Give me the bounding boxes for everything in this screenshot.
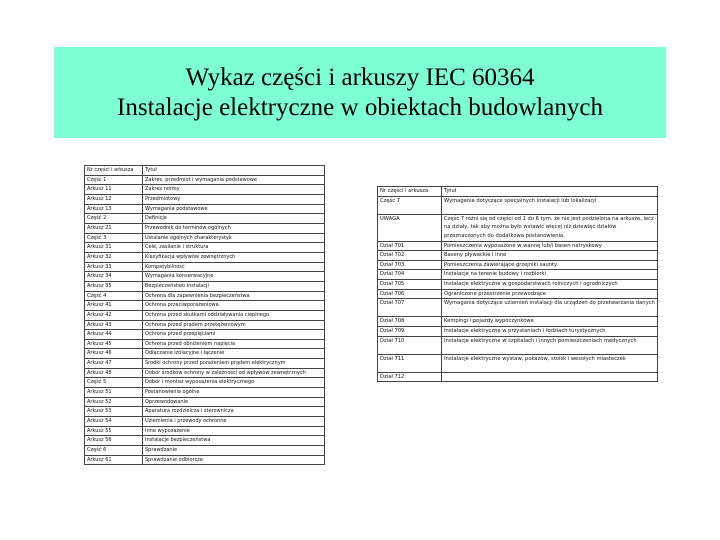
row-title-cell: Ochrona przed obniżeniem napięcia (143, 339, 325, 349)
row-number-cell: Dział 710 (378, 336, 442, 354)
table-row (378, 299, 658, 317)
row-title-cell: Ograniczone przestrzenie przewodzące (442, 289, 658, 299)
row-number-cell: Arkusz 48 (85, 368, 143, 378)
table-row (85, 281, 325, 291)
row-title-cell: Wymagania konserwacyjne (143, 272, 325, 282)
row-title-cell: Ochrona przed prądem przetężeniowym (143, 320, 325, 330)
table-row (85, 320, 325, 330)
table-row (85, 368, 325, 378)
row-title-cell: Przewodnik do terminów ogólnych (143, 223, 325, 233)
header-cell-number: Nr części i arkusza (378, 187, 442, 197)
table-row (378, 354, 658, 372)
row-number-cell: Arkusz 34 (85, 272, 143, 282)
table-row (85, 455, 325, 465)
row-number-cell: Arkusz 42 (85, 310, 143, 320)
table-row (85, 214, 325, 224)
row-title-cell: Oprzewodowanie (143, 397, 325, 407)
table-row (85, 291, 325, 301)
table-row (85, 446, 325, 456)
table-row (378, 241, 658, 251)
table-row (85, 349, 325, 359)
row-title-cell: Postanowienia ogólne (143, 388, 325, 398)
row-number-cell: Arkusz 11 (85, 185, 143, 195)
row-title-cell: Kompatybilność (143, 262, 325, 272)
table-row (85, 243, 325, 253)
row-number-cell: Dział 702 (378, 251, 442, 261)
row-title-cell: Ochrona przed przepięciami (143, 330, 325, 340)
row-number-cell: Arkusz 41 (85, 301, 143, 311)
row-title-cell: Instalacje elektryczne w szpitalach i innych pomieszczeniach medycznych (442, 336, 658, 354)
table-row (85, 233, 325, 243)
row-title-cell: Instalacje elektryczne w przystaniach i łodziach turystycznych (442, 326, 658, 336)
row-number-cell: Arkusz 32 (85, 252, 143, 262)
row-number-cell: Arkusz 43 (85, 320, 143, 330)
row-number-cell: Arkusz 45 (85, 339, 143, 349)
table-row (85, 426, 325, 436)
row-title-cell: Przedmiotowy (143, 194, 325, 204)
row-number-cell: Dział 712 (378, 372, 442, 382)
row-number-cell: Arkusz 33 (85, 262, 143, 272)
title-line-1: Wykaz części i arkuszy IEC 60364 (185, 63, 535, 91)
table-row (378, 279, 658, 289)
row-title-cell: Aparatura rozdzielcza i sterownicza (143, 407, 325, 417)
table-row (85, 194, 325, 204)
row-number-cell: Arkusz 51 (85, 388, 143, 398)
table-row (85, 223, 325, 233)
row-number-cell: Część 3 (85, 233, 143, 243)
row-title-cell: Pomieszczenia wyposażone w wannę lub/i basen natryskowy (442, 241, 658, 251)
row-number-cell: Arkusz 52 (85, 397, 143, 407)
left-scanned-table (84, 165, 324, 465)
table-row (85, 310, 325, 320)
table-row (85, 330, 325, 340)
row-number-cell: Arkusz 13 (85, 204, 143, 214)
table-row (85, 175, 325, 185)
row-number-cell: Dział 703 (378, 260, 442, 270)
table-row (378, 270, 658, 280)
row-title-cell: Dobór środków ochrony w zależności od wpływów zewnętrznych (143, 368, 325, 378)
table-row (85, 252, 325, 262)
parts-table (84, 165, 325, 465)
row-number-cell: Arkusz 61 (85, 455, 143, 465)
row-title-cell: Zakres normy (143, 185, 325, 195)
row-title-cell: Cele, zasilanie i struktura (143, 243, 325, 253)
row-number-cell: Część 7 (378, 196, 442, 214)
table-row (85, 436, 325, 446)
table-row (85, 378, 325, 388)
row-title-cell: Definicje (143, 214, 325, 224)
row-number-cell: Dział 709 (378, 326, 442, 336)
table-row (85, 204, 325, 214)
row-number-cell: Arkusz 55 (85, 426, 143, 436)
row-title-cell: Ochrona przed skutkami oddziaływania cieplnego (143, 310, 325, 320)
table-row (378, 317, 658, 327)
row-title-cell: Wymagania podstawowe (143, 204, 325, 214)
row-title-cell: Część 7 różni się od części od 1 do 6 tym, że nie jest podzielona na arkusze, lecz na działy, tak aby można było wstawić więcej niż dziewięć działów przeznaczonych do dodatkowa postanowienia. (442, 214, 658, 241)
row-title-cell: Sprawdzanie (143, 446, 325, 456)
row-title-cell: Baseny pływackie i inne (442, 251, 658, 261)
table-row (378, 196, 658, 214)
row-title-cell: Zakres, przedmiot i wymagania podstawowe (143, 175, 325, 185)
row-number-cell: Część 6 (85, 446, 143, 456)
table-row (85, 388, 325, 398)
row-title-cell: Bezpieczeństwo instalacji (143, 281, 325, 291)
header-cell-title: Tytuł (442, 187, 658, 197)
row-number-cell: Arkusz 53 (85, 407, 143, 417)
table-row (85, 339, 325, 349)
row-title-cell: Sprawdzanie odbiorcze (143, 455, 325, 465)
table-row (378, 289, 658, 299)
row-number-cell: Część 5 (85, 378, 143, 388)
table-row (378, 214, 658, 241)
row-number-cell: Część 1 (85, 175, 143, 185)
title-line-2: Instalacje elektryczne w obiektach budowlanych (117, 93, 603, 121)
table-row (378, 326, 658, 336)
row-number-cell: Arkusz 31 (85, 243, 143, 253)
row-title-cell: Instalacje na terenie budowy i rozbiórki (442, 270, 658, 280)
header-cell-title: Tytuł (143, 166, 325, 176)
row-title-cell: Pomieszczenia zawierające grzejniki saunty (442, 260, 658, 270)
row-number-cell: Arkusz 35 (85, 281, 143, 291)
row-title-cell (442, 372, 658, 382)
table-header-row (85, 166, 325, 176)
row-title-cell: Instalacje bezpieczeństwa (143, 436, 325, 446)
row-number-cell: UWAGA (378, 214, 442, 241)
row-title-cell: Dobór i montaż wyposażenia elektrycznego (143, 378, 325, 388)
row-title-cell: Uziemienia i przewody ochronne (143, 417, 325, 427)
header-cell-number: Nr części i arkusza (85, 166, 143, 176)
row-number-cell: Dział 705 (378, 279, 442, 289)
row-number-cell: Dział 706 (378, 289, 442, 299)
row-number-cell: Dział 711 (378, 354, 442, 372)
title-banner (54, 47, 666, 138)
row-title-cell: Ustalanie ogólnych charakterystyk (143, 233, 325, 243)
table-row (85, 272, 325, 282)
table-row (378, 251, 658, 261)
table-row (378, 336, 658, 354)
row-number-cell: Dział 704 (378, 270, 442, 280)
row-title-cell: Instalacje elektryczne w gospodarstwach rolniczych i ogrodniczych (442, 279, 658, 289)
table-row (85, 407, 325, 417)
sections-table (377, 186, 658, 382)
row-title-cell: Kempingi i pojazdy wypoczynkowe (442, 317, 658, 327)
row-title-cell: Inne wyposażenie (143, 426, 325, 436)
row-number-cell: Arkusz 54 (85, 417, 143, 427)
row-number-cell: Dział 708 (378, 317, 442, 327)
table-row (378, 372, 658, 382)
row-title-cell: Wymagania dotyczące specjalnych instalacji lub lokalizacji (442, 196, 658, 214)
row-title-cell: Odłączanie izolacyjne i łączenie (143, 349, 325, 359)
row-number-cell: Część 4 (85, 291, 143, 301)
table-row (85, 301, 325, 311)
table-row (85, 397, 325, 407)
row-number-cell: Arkusz 44 (85, 330, 143, 340)
table-row (85, 417, 325, 427)
row-title-cell: Ochrona dla zapewnienia bezpieczeństwa (143, 291, 325, 301)
right-scanned-table (377, 186, 657, 382)
row-title-cell: Środki ochrony przed porażeniem prądem elektrycznym (143, 359, 325, 369)
table-row (378, 260, 658, 270)
row-number-cell: Arkusz 12 (85, 194, 143, 204)
row-title-cell: Wymagania dotyczące uziemień instalacji dla urządzeń do przetwarzania danych (442, 299, 658, 317)
row-number-cell: Arkusz 46 (85, 349, 143, 359)
table-row (85, 185, 325, 195)
table-header-row (378, 187, 658, 197)
row-number-cell: Arkusz 21 (85, 223, 143, 233)
table-row (85, 262, 325, 272)
row-number-cell: Arkusz 56 (85, 436, 143, 446)
row-title-cell: Instalacje elektryczne wystaw, pokazów, stoisk i wesołych miasteczek (442, 354, 658, 372)
row-number-cell: Dział 701 (378, 241, 442, 251)
table-row (85, 359, 325, 369)
row-number-cell: Arkusz 47 (85, 359, 143, 369)
row-title-cell: Ochrona przeciwporażeniowa (143, 301, 325, 311)
row-title-cell: Klasyfikacja wpływów zewnętrznych (143, 252, 325, 262)
row-number-cell: Dział 707 (378, 299, 442, 317)
row-number-cell: Część 2 (85, 214, 143, 224)
